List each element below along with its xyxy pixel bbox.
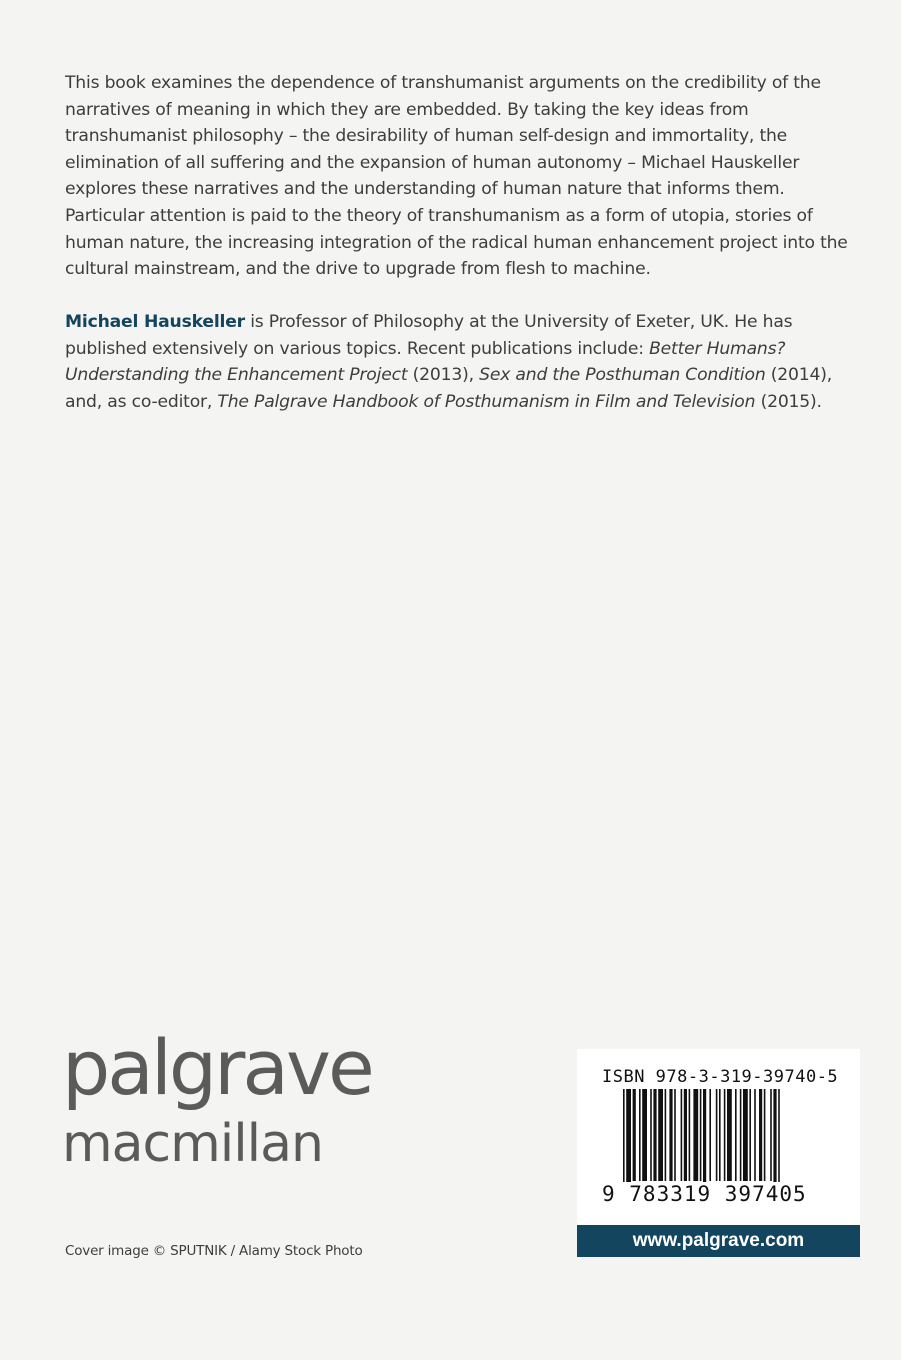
barcode-bar: [653, 1089, 656, 1181]
barcode-bar: [759, 1089, 762, 1181]
barcode-bar: [743, 1089, 748, 1181]
publisher-url[interactable]: www.palgrave.com: [577, 1225, 860, 1257]
isbn-text: ISBN 978-3-319-39740-5: [602, 1067, 839, 1087]
logo-line-palgrave: palgrave: [62, 1023, 372, 1112]
ean-digits: 9 783319 397405: [602, 1182, 807, 1206]
bio-text: (2013),: [407, 365, 480, 386]
barcode-bar: [626, 1089, 631, 1197]
barcode-bar: [674, 1089, 676, 1181]
cover-image-credit: Cover image © SPUTNIK / Alamy Stock Photo: [65, 1243, 363, 1259]
barcode-bar: [773, 1089, 776, 1197]
barcode-bar: [633, 1089, 636, 1181]
publisher-logo: [62, 1023, 372, 1174]
back-cover-blurb: This book examines the dependence of transhumanist arguments on the credibility of the narratives of meaning in which they are embedded. By taking the key ideas from transhumanist philosophy – the desirability of human self-design and immortality, the elimination of all suffering and the expansion of human autonomy – Michael Hauskeller explores these narratives and the understanding of human nature that informs them. Particular attention is paid to the theory of transhumanism as a form of utopia, stories of human nature, the increasing integration of the radical human enhancement project into the cultural mainstream, and the drive to upgrade from flesh to machine.: [65, 73, 848, 280]
author-name: Michael Hauskeller: [65, 312, 245, 332]
bio-text: is Professor of Philosophy at the University of Exeter, UK. He has published extensively on various topics. Recent publications include:: [65, 312, 793, 359]
barcode-bar: [681, 1089, 683, 1181]
barcode-bar: [639, 1089, 641, 1181]
barcode-bar: [727, 1089, 732, 1181]
barcode-bar: [770, 1089, 772, 1181]
barcode-bar: [658, 1089, 663, 1181]
barcode-bar: [684, 1089, 687, 1181]
barcode-bar: [740, 1089, 742, 1181]
barcode-bar: [754, 1089, 756, 1181]
barcode-bar: [709, 1089, 711, 1181]
barcode-bar: [642, 1089, 647, 1181]
barcode-bar: [719, 1089, 721, 1181]
barcode-bar: [700, 1089, 702, 1181]
barcode-bar: [749, 1089, 751, 1181]
barcode-bar: [665, 1089, 667, 1181]
publication-title: Sex and the Posthuman Condition: [479, 365, 766, 386]
barcode-bar: [764, 1089, 766, 1181]
barcode-bar: [724, 1089, 726, 1181]
isbn-barcode: [577, 1049, 860, 1225]
barcode-bar: [703, 1089, 706, 1197]
publication-title: The Palgrave Handbook of Posthumanism in Film and Television: [217, 391, 756, 412]
barcode-bar: [716, 1089, 718, 1181]
barcode-bar: [623, 1089, 625, 1197]
logo-line-macmillan: macmillan: [62, 1114, 323, 1174]
barcode-bar: [650, 1089, 652, 1181]
barcode-bar: [669, 1089, 672, 1181]
publication-title: Better Humans? Understanding the Enhancement Project: [65, 338, 786, 386]
barcode-bar: [689, 1089, 691, 1181]
barcode-bar: [778, 1089, 780, 1197]
barcode-bar: [693, 1089, 698, 1181]
author-bio: [65, 309, 865, 415]
bio-text: (2015).: [755, 391, 822, 412]
barcode-bar: [735, 1089, 737, 1181]
bio-text: (2014), and, as co-editor,: [65, 365, 832, 412]
